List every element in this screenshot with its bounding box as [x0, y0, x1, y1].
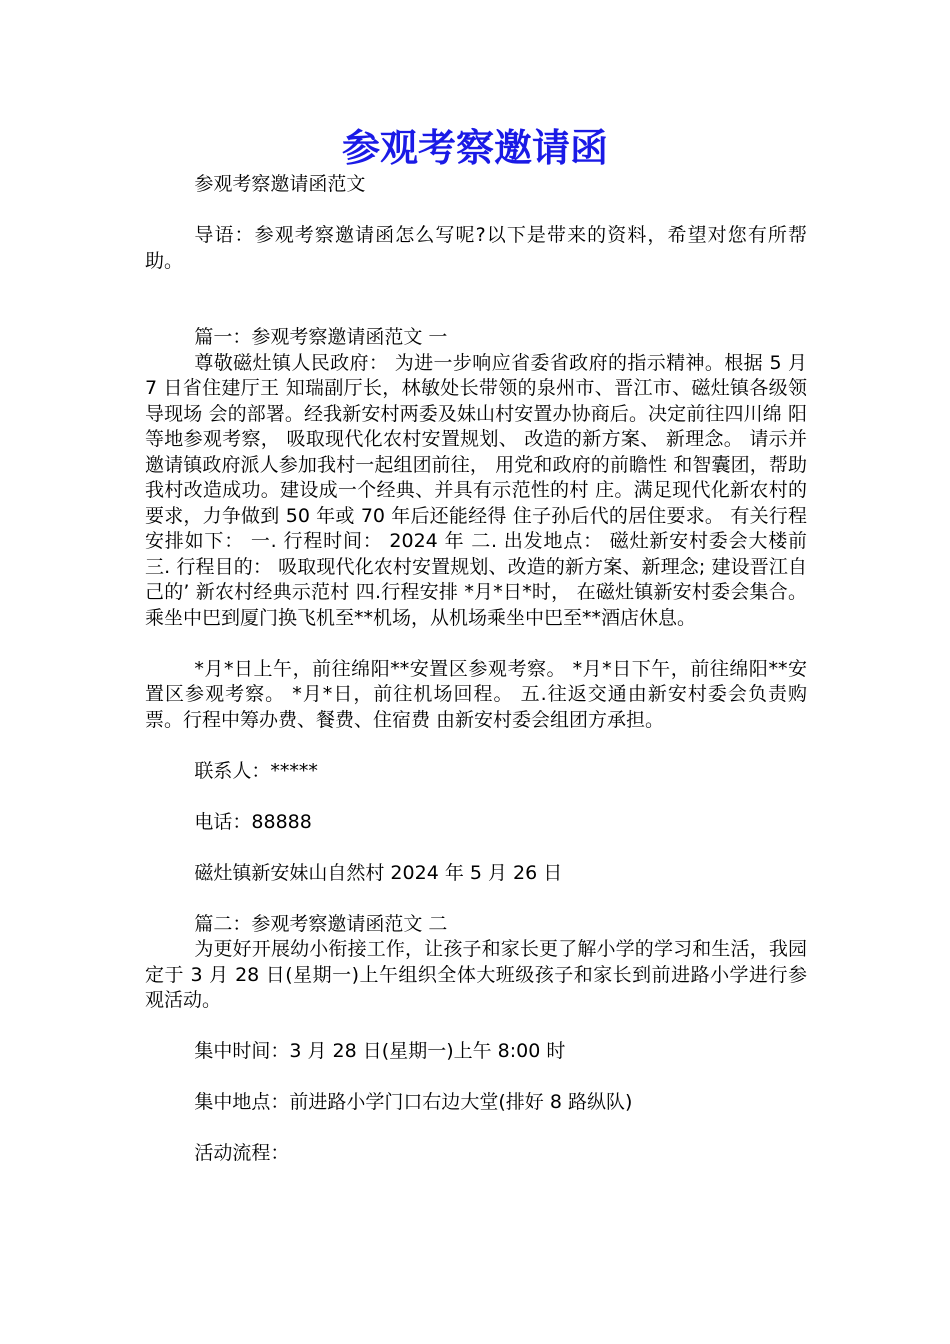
body-paragraph: 为更好开展幼小衔接工作，让孩子和家长更了解小学的学习和生活，我园定于 3 月 28 日(星期一)上午组织全体大班级孩子和家长到前进路小学进行参观活动。: [145, 938, 807, 1011]
gathering-time: 集中时间：3 月 28 日(星期一)上午 8:00 时: [194, 1040, 566, 1062]
document-title: 参观考察邀请函: [341, 125, 608, 170]
gathering-place: 集中地点：前进路小学门口右边大堂(排好 8 路纵队): [194, 1091, 633, 1113]
section-heading-1: 篇一：参观考察邀请函范文 一: [194, 326, 448, 348]
body-paragraph: *月*日上午，前往绵阳**安置区参观考察。 *月*日下午，前往绵阳**安置区参观考察。 *月*日，前往机场回程。 五.往返交通由新安村委会负责购票。行程中筹办费、餐费、住宿费 由新安村委会组团方承担。: [145, 657, 807, 731]
signature-date: 磁灶镇新安妹山自然村 2024 年 5 月 26 日: [194, 861, 563, 884]
activity-process-label: 活动流程：: [194, 1142, 290, 1164]
body-paragraph: 尊敬磁灶镇人民政府： 为进一步响应省委省政府的指示精神。根据 5 月 7 日省住建厅王 知瑞副厅长，林敏处长带领的泉州市、晋江市、磁灶镇各级领导现场 会的部署。经我新安村两委及妹山村安置办协商后。决定前往四川绵 阳等地参观考察， 吸取现代化农村安置规划、 改造的新方案、 新理念。 请示并邀请镇政府派人参加我村一起组团前往， 用党和政府的前瞻性 和智囊团，帮助我村改造成功。建设成一个经典、并具有示范性的村 庄。满足现代化新农村的要求，力争做到 50 年或 70 年后还能经得 住子孙后代的居住要求。 有关行程安排如下： 一. 行程时间： 2024 年 二. 出发地点： 磁灶新安村委会大楼前 三. 行程目的： 吸取现代化农村安置规划、改造的新方案、新理念; 建设晋江自己的’ 新农村经典示范村 四.行程安排 *月*日*时， 在磁灶镇新安村委会集合。 乘坐中巴到厦门换飞机至**机场，从机场乘坐中巴至**酒店休息。: [145, 351, 807, 629]
subtitle-paragraph: 参观考察邀请函范文: [194, 173, 366, 195]
contact-person: 联系人：*****: [194, 759, 318, 782]
contact-phone: 电话：88888: [194, 810, 312, 833]
intro-paragraph: 导语：参观考察邀请函怎么写呢?以下是带来的资料，希望对您有所帮助。: [145, 224, 807, 272]
section-heading-2: 篇二：参观考察邀请函范文 二: [194, 912, 448, 935]
document-body: [145, 172, 807, 1167]
